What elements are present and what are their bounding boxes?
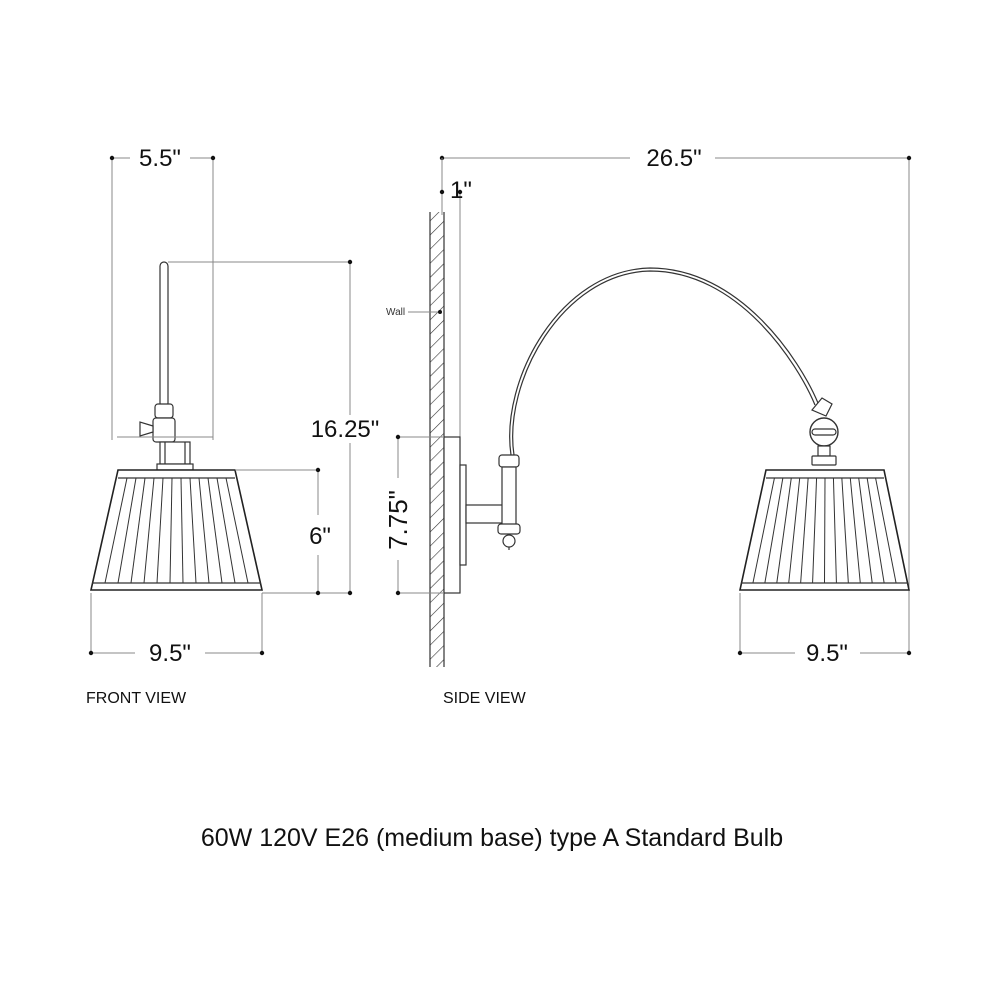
side-shade	[740, 470, 909, 590]
side-swivel-head	[810, 398, 838, 465]
wall-section	[386, 212, 444, 667]
side-shade-width-label: 9.5"	[806, 640, 848, 667]
side-extension-label: 26.5"	[646, 145, 702, 172]
side-arm-hardware	[466, 455, 520, 550]
shade-pleat-line	[825, 478, 826, 583]
side-arc-arm	[510, 268, 818, 455]
wall-label: Wall	[386, 307, 406, 318]
side-backplate-depth-label: 1"	[450, 177, 472, 204]
side-view-label: SIDE VIEW	[443, 690, 526, 707]
side-backplate-depth-dimension	[440, 158, 472, 437]
side-backplate	[444, 437, 466, 593]
front-shade-width-label: 9.5"	[149, 640, 191, 667]
side-view	[383, 145, 911, 707]
side-shade-width-dimension	[738, 593, 911, 667]
front-view-label: FRONT VIEW	[86, 690, 187, 707]
front-overall-height-label: 16.25"	[310, 416, 380, 443]
front-shade-height-label: 6"	[309, 523, 331, 550]
front-view	[86, 145, 379, 707]
front-shade	[91, 470, 262, 590]
front-shade-width-dimension	[89, 593, 264, 667]
front-arm	[160, 262, 350, 407]
bulb-spec-caption: 60W 120V E26 (medium base) type A Standard Bulb	[200, 824, 784, 852]
side-backplate-height-label: 7.75"	[383, 490, 413, 550]
front-top-width-label: 5.5"	[139, 145, 181, 172]
